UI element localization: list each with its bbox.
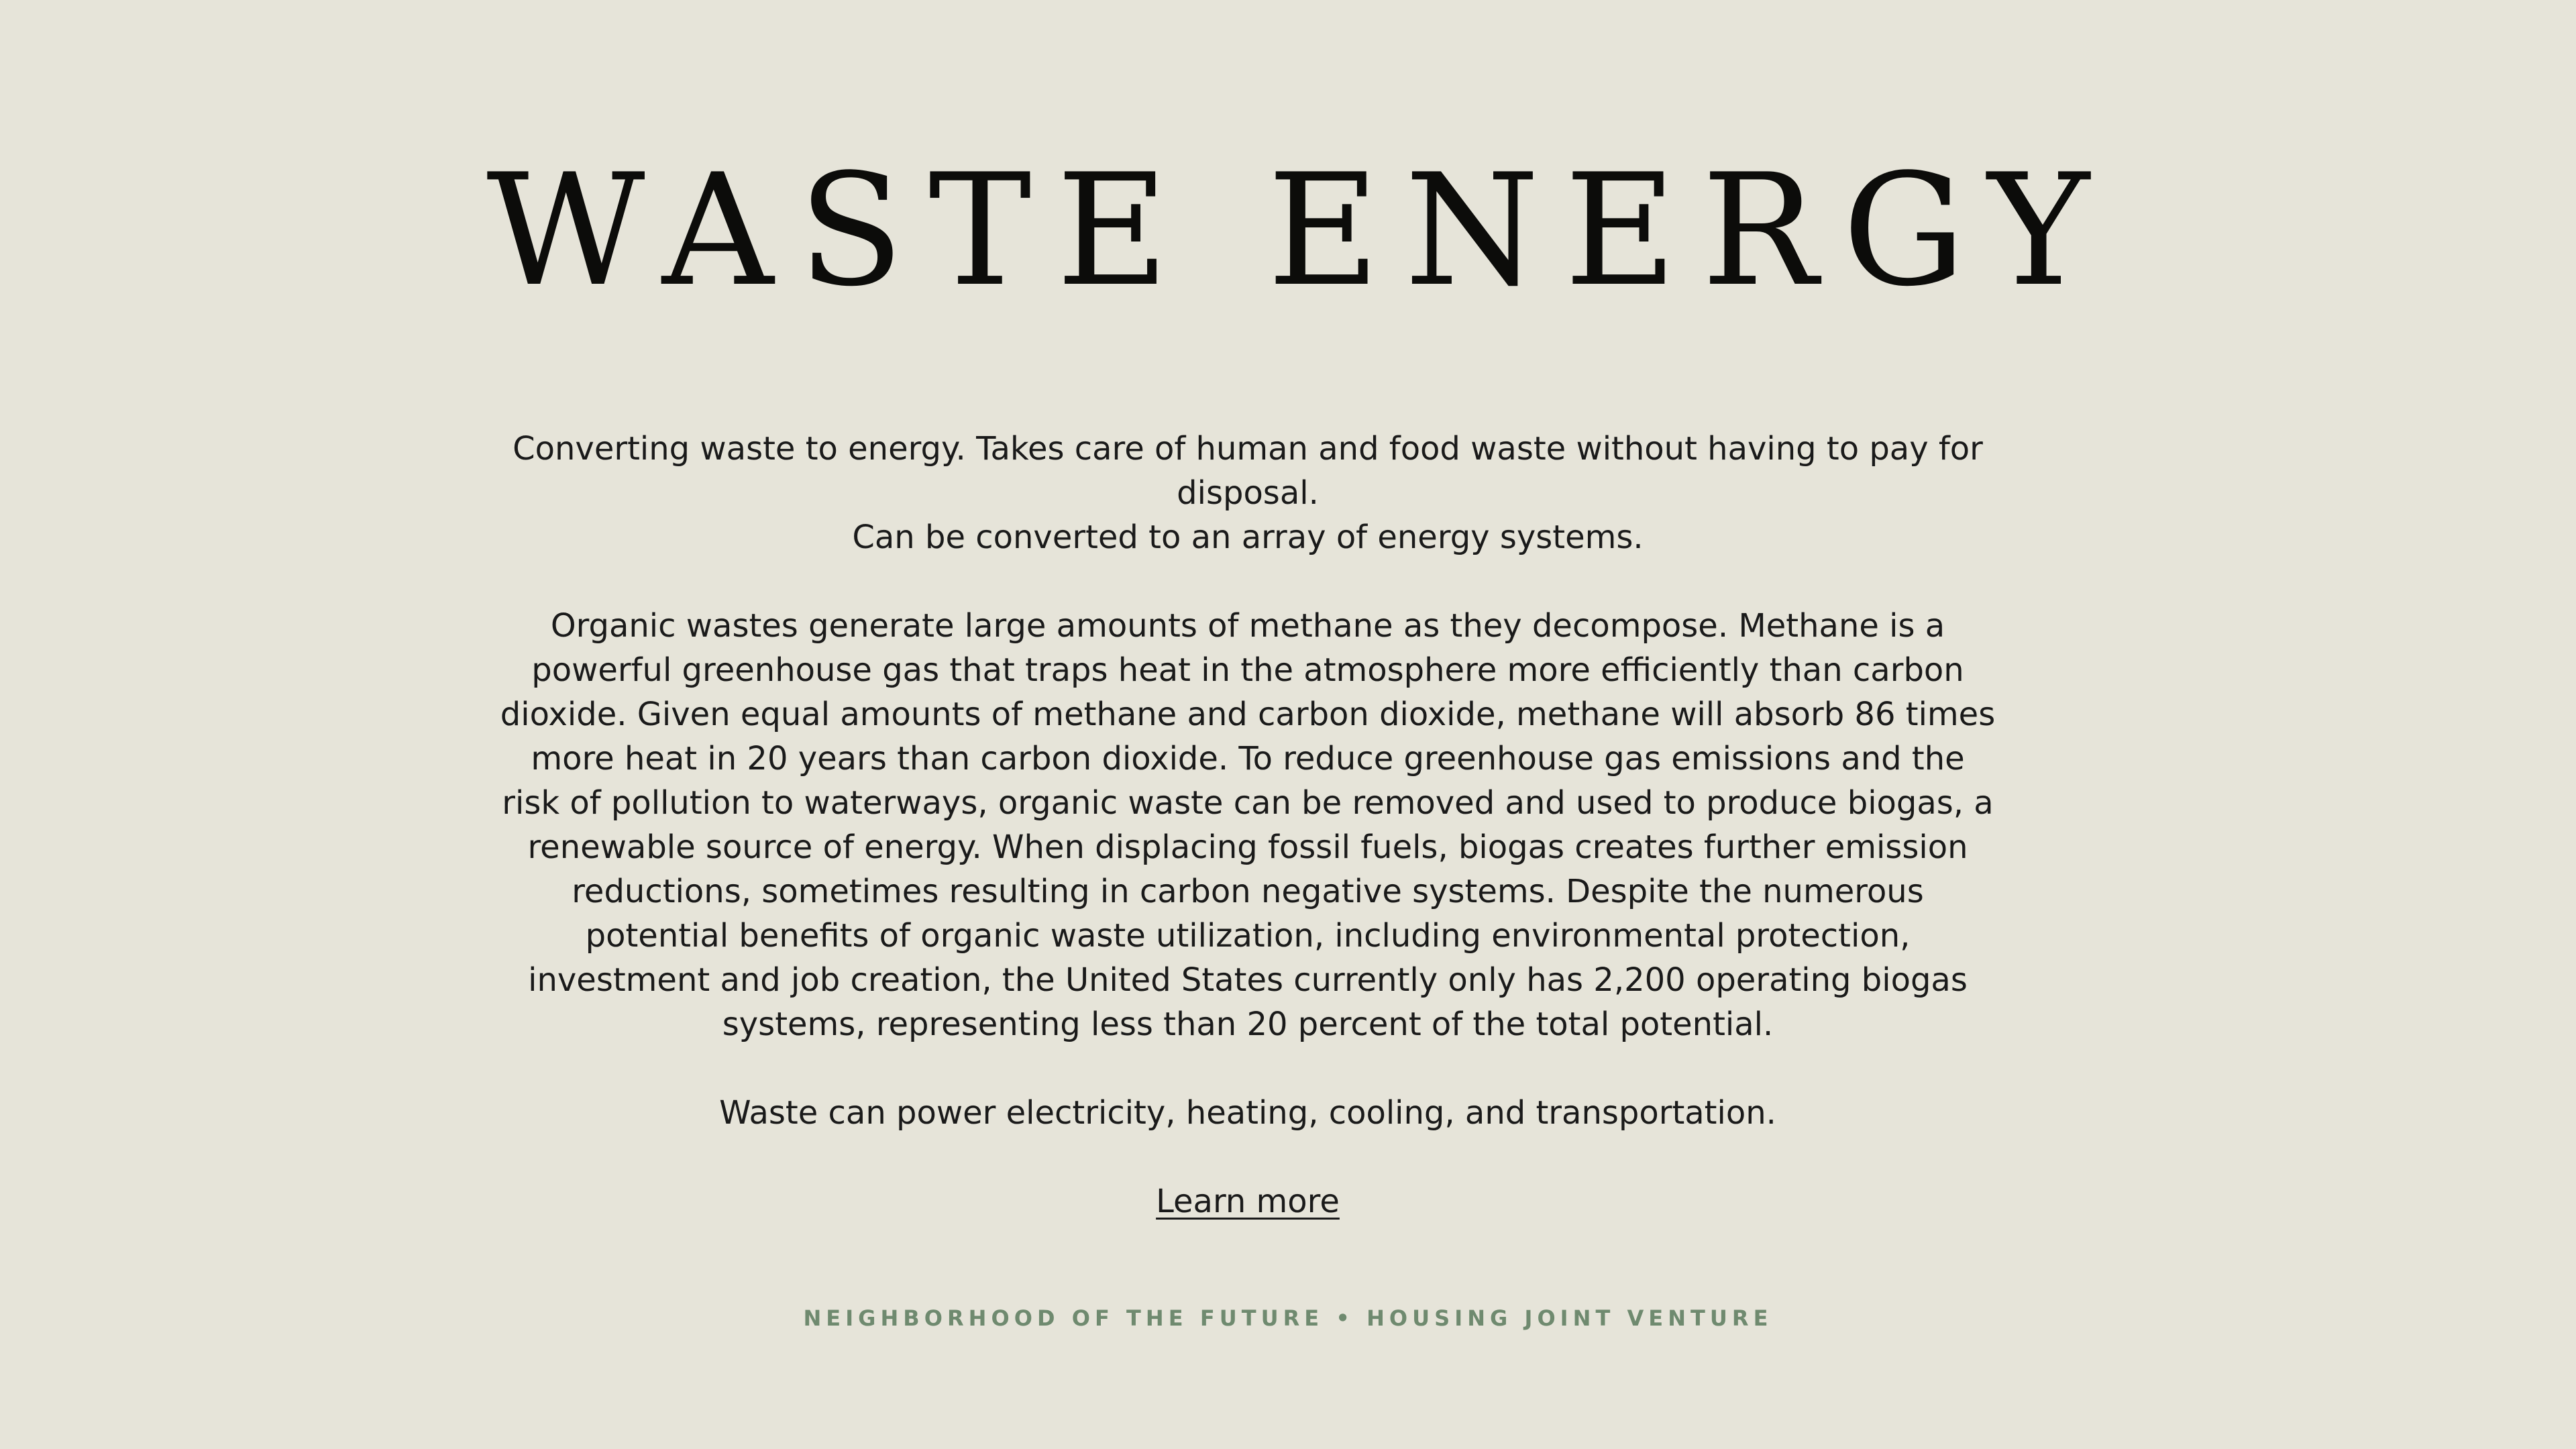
intro-line-1: Converting waste to energy. Takes care of human and food waste without having to pay for disposal. [513, 430, 1983, 512]
uses-paragraph: Waste can power electricity, heating, cooling, and transportation. [719, 1094, 1776, 1132]
page-title: WASTE ENERGY [486, 142, 2114, 321]
content-body [500, 427, 1996, 1268]
intro-paragraph [500, 427, 1996, 559]
learn-more-wrapper [500, 1179, 1996, 1224]
intro-line-2: Can be converted to an array of energy systems. [852, 519, 1644, 556]
learn-more-link[interactable]: Learn more [1156, 1183, 1340, 1220]
footer-text: NEIGHBORHOOD OF THE FUTURE • HOUSING JOINT VENTURE [803, 1305, 1773, 1331]
main-paragraph: Organic wastes generate large amounts of methane as they decompose. Methane is a powerful greenhouse gas that traps heat in the atmosphere more efficiently than carbon dioxide. Given equal amounts of methane and carbon dioxide, methane will absorb 86 times more heat in 20 years than carbon dioxide. To reduce greenhouse gas emissions and the risk of pollution to waterways, organic waste can be removed and used to produce biogas, a renewable source of energy. When displacing fossil fuels, biogas creates further emission reductions, sometimes resulting in carbon negative systems. Despite the numerous potential benefits of organic waste utilization, including environmental protection, investment and job creation, the United States currently only has 2,200 operating biogas systems, representing less than 20 percent of the total potential. [500, 607, 1996, 1043]
